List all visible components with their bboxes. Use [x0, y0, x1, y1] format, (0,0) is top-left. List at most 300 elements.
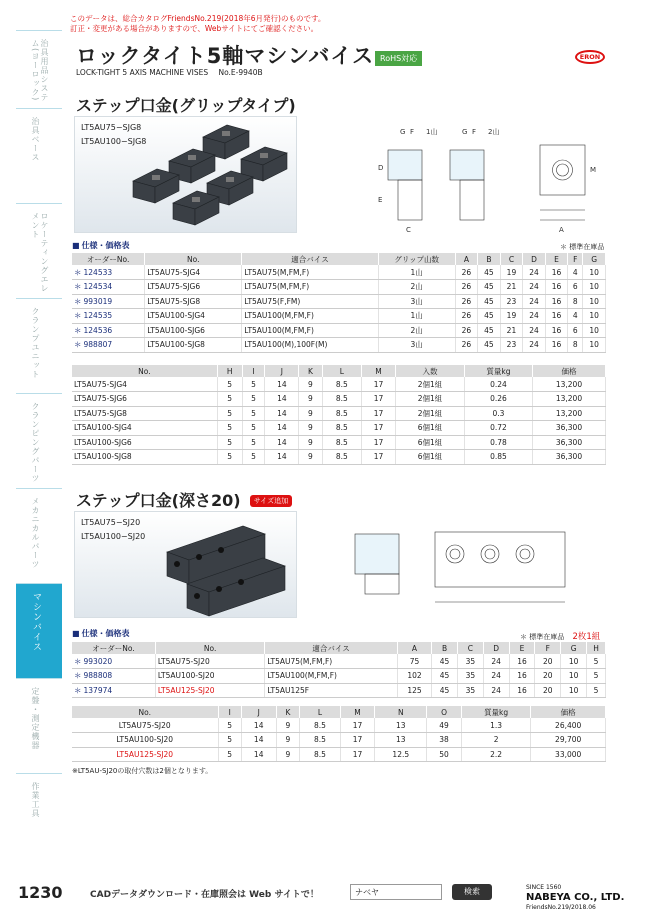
- order-number-cell: ＊ 988808: [72, 669, 155, 684]
- section2-model-1: LT5AU75−SJ20: [81, 518, 141, 527]
- table-cell: 49: [427, 718, 462, 733]
- table-cell: 26,400: [531, 718, 606, 733]
- table-cell: 26: [455, 309, 478, 324]
- sidebar-item-3[interactable]: [16, 298, 62, 393]
- table-cell: 9: [299, 377, 322, 392]
- table-cell: 1山: [378, 309, 455, 324]
- table-cell: LT5AU75-SJG8: [72, 406, 217, 421]
- size-added-badge: サイズ追加: [250, 495, 292, 507]
- table-row: [72, 450, 606, 465]
- column-header: K: [276, 706, 300, 718]
- page-subtitle: [76, 68, 263, 77]
- table-cell: LT5AU125F: [265, 683, 397, 698]
- table-row: [72, 392, 606, 407]
- column-header: O: [427, 706, 462, 718]
- column-header: E: [509, 642, 535, 654]
- table-cell: 45: [478, 280, 501, 295]
- column-header: B: [432, 642, 458, 654]
- table-cell: LT5AU100-SJG4: [145, 309, 242, 324]
- table-cell: 16: [545, 280, 568, 295]
- table-cell: LT5AU75-SJG6: [72, 392, 217, 407]
- table-cell: LT5AU100-SJG6: [72, 435, 217, 450]
- table-cell: 33,000: [531, 747, 606, 762]
- column-header: 質量kg: [465, 365, 533, 377]
- column-header: 価格: [531, 706, 606, 718]
- table-cell: 1山: [378, 265, 455, 280]
- rohs-badge: RoHS対応: [375, 51, 422, 66]
- table-cell: 35: [457, 654, 483, 669]
- table-cell: 45: [478, 294, 501, 309]
- column-header: N: [375, 706, 427, 718]
- table-cell: 13: [375, 718, 427, 733]
- table-row: [72, 747, 606, 762]
- table-cell: LT5AU100(M,FM,F): [242, 309, 378, 324]
- table-cell: 6個1組: [396, 421, 465, 436]
- table-cell: 5: [218, 747, 241, 762]
- table-cell: 16: [509, 669, 535, 684]
- table-cell: 9: [299, 421, 322, 436]
- table-row: [72, 280, 606, 295]
- table-cell: 14: [241, 718, 276, 733]
- table-cell: 13,200: [532, 406, 605, 421]
- dim-f-label: F: [410, 128, 415, 136]
- column-header: No.: [72, 365, 217, 377]
- category-sidebar: [16, 30, 62, 870]
- table-cell: 45: [478, 265, 501, 280]
- table-cell: LT5AU100(M),100F(M): [242, 338, 378, 353]
- stock-star-icon: ＊: [74, 282, 82, 292]
- table-cell: 16: [509, 654, 535, 669]
- sidebar-item-label: 治具用品システム(ヨーロック): [31, 39, 49, 102]
- sidebar-item-6[interactable]: [16, 583, 62, 678]
- table-cell: LT5AU75(M,FM,F): [242, 280, 378, 295]
- dim-m: M: [590, 166, 597, 174]
- table-cell: 36,300: [532, 435, 605, 450]
- table-cell: LT5AU75-SJ20: [72, 718, 218, 733]
- table-cell: 9: [276, 747, 300, 762]
- column-header: 入数: [396, 365, 465, 377]
- table-cell: 26: [455, 294, 478, 309]
- sidebar-item-4[interactable]: [16, 393, 62, 488]
- table-cell: LT5AU75-SJG4: [145, 265, 242, 280]
- table-cell: 24: [523, 309, 546, 324]
- table-cell: 2個1組: [396, 377, 465, 392]
- column-header: 価格: [532, 365, 605, 377]
- section2-model-2: LT5AU100−SJ20: [81, 532, 146, 541]
- column-header: No.: [155, 642, 264, 654]
- dim-a: A: [559, 226, 564, 234]
- table-cell: 9: [276, 718, 300, 733]
- table-cell: LT5AU75(F,FM): [242, 294, 378, 309]
- section1-dimension-drawing: [368, 120, 613, 235]
- dim-e: E: [378, 196, 383, 204]
- thread-1-label: 1山: [426, 128, 438, 136]
- table-cell: 24: [523, 294, 546, 309]
- order-number-cell: ＊ 124535: [72, 309, 145, 324]
- column-header: L: [300, 706, 340, 718]
- column-header: A: [397, 642, 431, 654]
- section1-model-1: LT5AU75−SJG8: [81, 123, 142, 132]
- table-cell: LT5AU100(M,FM,F): [265, 669, 397, 684]
- column-header: F: [535, 642, 561, 654]
- table-cell: 20: [535, 683, 561, 698]
- table-cell: 16: [545, 265, 568, 280]
- revision-notice: [70, 14, 325, 34]
- table-cell: 5: [218, 718, 241, 733]
- column-header: No.: [72, 706, 218, 718]
- column-header: F: [568, 253, 583, 265]
- stock-star-icon: ＊: [74, 671, 82, 681]
- table-cell: 10: [583, 323, 606, 338]
- sidebar-item-label: クランピングパーツ: [31, 402, 40, 483]
- column-header: L: [322, 365, 362, 377]
- column-header: H: [587, 642, 606, 654]
- section2-title: ステップ口金(深さ20): [76, 491, 241, 510]
- column-header: G: [583, 253, 606, 265]
- table-cell: 5: [587, 669, 606, 684]
- table-row: [72, 718, 606, 733]
- table-row: [72, 733, 606, 748]
- sidebar-item-8[interactable]: [16, 773, 62, 868]
- table-cell: 50: [427, 747, 462, 762]
- table-cell: 10: [583, 309, 606, 324]
- table-cell: 19: [500, 265, 523, 280]
- thread-2-label: 2山: [488, 128, 500, 136]
- table-cell: 45: [478, 309, 501, 324]
- table-cell: 24: [483, 683, 509, 698]
- table-cell: 5: [242, 421, 265, 436]
- sidebar-item-label: メカニカルパーツ: [31, 497, 40, 569]
- table-cell: 16: [545, 338, 568, 353]
- table-cell: 14: [265, 435, 299, 450]
- table-cell: 23: [500, 338, 523, 353]
- table-cell: LT5AU125-SJ20: [155, 683, 264, 698]
- sidebar-item-0[interactable]: [16, 30, 62, 108]
- table-cell: 8.5: [322, 421, 362, 436]
- table-row: [72, 421, 606, 436]
- table-cell: 6: [568, 323, 583, 338]
- table-cell: 0.85: [465, 450, 533, 465]
- section2-heading: [76, 488, 292, 511]
- table-cell: LT5AU100-SJ20: [155, 669, 264, 684]
- table-cell: 17: [362, 377, 396, 392]
- table-cell: 17: [340, 747, 375, 762]
- since-text: SINCE 1560: [526, 884, 562, 891]
- table-cell: 45: [432, 669, 458, 684]
- search-input[interactable]: ナベヤ: [350, 884, 442, 900]
- eron-logo: ERON: [575, 50, 605, 64]
- deep-jaw-illustration: [75, 512, 298, 619]
- column-header: C: [457, 642, 483, 654]
- table-cell: 12.5: [375, 747, 427, 762]
- table-cell: 26: [455, 323, 478, 338]
- stock-star-icon: ＊: [74, 340, 82, 350]
- table-cell: 14: [265, 450, 299, 465]
- table-cell: LT5AU100-SJG4: [72, 421, 217, 436]
- table-cell: 14: [265, 421, 299, 436]
- subtitle-english: LOCK-TIGHT 5 AXIS MACHINE VISES: [76, 68, 209, 77]
- table-cell: 17: [362, 406, 396, 421]
- table-cell: 45: [432, 683, 458, 698]
- sidebar-item-label: 作業工具: [31, 782, 40, 818]
- table-cell: 21: [500, 280, 523, 295]
- table-cell: 17: [340, 733, 375, 748]
- section1-stock-note: ＊ 標準在庫品: [560, 243, 605, 251]
- section1-spec-label: ■ 仕様・価格表: [72, 240, 130, 251]
- table-cell: 9: [276, 733, 300, 748]
- table-cell: 8.5: [300, 747, 340, 762]
- stock-star-icon: ＊: [74, 685, 82, 695]
- table-cell: 125: [397, 683, 431, 698]
- column-header: オーダーNo.: [72, 642, 155, 654]
- column-header: 質量kg: [461, 706, 530, 718]
- table-cell: 24: [523, 323, 546, 338]
- table-cell: 5: [587, 654, 606, 669]
- column-header: I: [242, 365, 265, 377]
- column-header: J: [265, 365, 299, 377]
- table-cell: 4: [568, 265, 583, 280]
- sidebar-item-2[interactable]: [16, 203, 62, 298]
- dim-c: C: [406, 226, 411, 234]
- table-row: [72, 323, 606, 338]
- table-cell: 13,200: [532, 377, 605, 392]
- table-cell: 16: [509, 683, 535, 698]
- table-cell: 4: [568, 309, 583, 324]
- dim-g-label-2: G: [462, 128, 468, 136]
- table-cell: LT5AU100-SJG8: [72, 450, 217, 465]
- sidebar-item-5[interactable]: [16, 488, 62, 583]
- table-cell: 8.5: [322, 450, 362, 465]
- stock-star-icon: ＊: [74, 311, 82, 321]
- table-cell: 17: [362, 392, 396, 407]
- table-cell: 10: [583, 338, 606, 353]
- table-cell: 14: [265, 406, 299, 421]
- page-number: 1230: [18, 883, 63, 902]
- table-cell: LT5AU75(M,FM,F): [265, 654, 397, 669]
- table-cell: 45: [432, 654, 458, 669]
- column-header: D: [523, 253, 546, 265]
- company-name: NABEYA CO., LTD.: [526, 892, 625, 903]
- table-cell: 26: [455, 265, 478, 280]
- stock-star-icon: ＊: [74, 325, 82, 335]
- search-button[interactable]: 検索: [452, 884, 492, 900]
- table-cell: 35: [457, 669, 483, 684]
- table-row: [72, 435, 606, 450]
- table-cell: 0.3: [465, 406, 533, 421]
- table-cell: 24: [523, 338, 546, 353]
- column-header: B: [478, 253, 501, 265]
- table-cell: LT5AU75-SJG4: [72, 377, 217, 392]
- column-header: H: [217, 365, 242, 377]
- column-header: A: [455, 253, 478, 265]
- stock-star-icon: ＊: [74, 656, 82, 666]
- order-number-cell: ＊ 988807: [72, 338, 145, 353]
- section1-product-photo: [74, 116, 297, 233]
- order-number-cell: ＊ 124533: [72, 265, 145, 280]
- friends-catalog-text: FriendsNo.219/2018.06: [526, 904, 596, 911]
- table-cell: 16: [545, 309, 568, 324]
- table-cell: 2個1組: [396, 392, 465, 407]
- table-cell: 10: [561, 654, 587, 669]
- table-cell: 0.26: [465, 392, 533, 407]
- table-cell: 5: [218, 733, 241, 748]
- table-cell: 8.5: [322, 392, 362, 407]
- table-cell: 0.24: [465, 377, 533, 392]
- stock-star-icon: ＊: [74, 267, 82, 277]
- table-cell: 5: [217, 392, 242, 407]
- table-cell: LT5AU75(M,FM,F): [242, 265, 378, 280]
- table-cell: 5: [217, 406, 242, 421]
- table-cell: 9: [299, 450, 322, 465]
- table-row: [72, 377, 606, 392]
- table-cell: 2: [461, 733, 530, 748]
- column-header: K: [299, 365, 322, 377]
- table-cell: 8.5: [322, 406, 362, 421]
- table-cell: 17: [362, 421, 396, 436]
- dim-f-label-2: F: [472, 128, 477, 136]
- table-cell: LT5AU100-SJG8: [145, 338, 242, 353]
- table-cell: 20: [535, 669, 561, 684]
- table-cell: 14: [265, 392, 299, 407]
- section1-model-2: LT5AU100−SJG8: [81, 137, 147, 146]
- table-cell: 13,200: [532, 392, 605, 407]
- table-cell: 102: [397, 669, 431, 684]
- table-cell: 8: [568, 338, 583, 353]
- section1-spec-table: [72, 253, 606, 353]
- table-cell: LT5AU75-SJ20: [155, 654, 264, 669]
- table-row: [72, 338, 606, 353]
- table-cell: 8.5: [300, 718, 340, 733]
- table-cell: 8: [568, 294, 583, 309]
- column-header: 適合バイス: [265, 642, 397, 654]
- table-row: [72, 309, 606, 324]
- table-cell: 2山: [378, 323, 455, 338]
- table-cell: 5: [242, 406, 265, 421]
- table-cell: 21: [500, 323, 523, 338]
- column-header: 適合バイス: [242, 253, 378, 265]
- table-cell: 20: [535, 654, 561, 669]
- table-cell: LT5AU100-SJG6: [145, 323, 242, 338]
- table-row: [72, 654, 606, 669]
- table-cell: 5: [217, 377, 242, 392]
- table-cell: 14: [241, 733, 276, 748]
- column-header: No.: [145, 253, 242, 265]
- sidebar-item-7[interactable]: [16, 678, 62, 773]
- section2-stock-note-wrap: [520, 630, 600, 642]
- table-row: [72, 683, 606, 698]
- column-header: M: [340, 706, 375, 718]
- cad-download-text: CADデータダウンロード・在庫照会は Web サイトで！: [90, 890, 319, 900]
- table-cell: 6個1組: [396, 450, 465, 465]
- table-cell: 2.2: [461, 747, 530, 762]
- table-cell: 2個1組: [396, 406, 465, 421]
- table-cell: 5: [217, 435, 242, 450]
- table-cell: 8.5: [300, 733, 340, 748]
- set-note: 2枚1組: [572, 632, 601, 642]
- section2-stock-note: ＊ 標準在庫品: [520, 633, 565, 641]
- sidebar-item-label: 治具ベース: [31, 117, 40, 162]
- table-cell: 17: [340, 718, 375, 733]
- table-cell: 24: [483, 654, 509, 669]
- table-cell: 24: [523, 265, 546, 280]
- table-cell: 3山: [378, 338, 455, 353]
- table-cell: 17: [362, 450, 396, 465]
- table-row: [72, 406, 606, 421]
- table-row: [72, 265, 606, 280]
- order-number-cell: ＊ 993019: [72, 294, 145, 309]
- table-cell: LT5AU75-SJG6: [145, 280, 242, 295]
- table-cell: 14: [265, 377, 299, 392]
- table-cell: 75: [397, 654, 431, 669]
- sidebar-item-label: マシンバイス: [31, 592, 41, 652]
- table-cell: LT5AU100(M,FM,F): [242, 323, 378, 338]
- table-cell: 24: [523, 280, 546, 295]
- column-header: C: [500, 253, 523, 265]
- table-cell: 14: [241, 747, 276, 762]
- order-number-cell: ＊ 124534: [72, 280, 145, 295]
- table-cell: 5: [242, 392, 265, 407]
- table-cell: 19: [500, 309, 523, 324]
- table-cell: 2山: [378, 280, 455, 295]
- order-number-cell: ＊ 993020: [72, 654, 155, 669]
- dim-d: D: [378, 164, 384, 172]
- table-cell: 10: [561, 683, 587, 698]
- table-cell: 26: [455, 338, 478, 353]
- table-cell: 9: [299, 435, 322, 450]
- table-cell: 0.72: [465, 421, 533, 436]
- order-number-cell: ＊ 124536: [72, 323, 145, 338]
- table-cell: 45: [478, 338, 501, 353]
- order-number-cell: ＊ 137974: [72, 683, 155, 698]
- table-cell: 17: [362, 435, 396, 450]
- table-cell: 1.3: [461, 718, 530, 733]
- sidebar-item-label: ロケーティングエレメント: [31, 212, 49, 293]
- table-cell: 26: [455, 280, 478, 295]
- table-cell: 5: [242, 435, 265, 450]
- column-header: I: [218, 706, 241, 718]
- table-cell: 8.5: [322, 435, 362, 450]
- column-header: E: [545, 253, 568, 265]
- section2-dimension-drawing: [325, 512, 610, 617]
- table-cell: 45: [478, 323, 501, 338]
- jaw-blocks-illustration: [75, 117, 298, 234]
- section2-product-photo: [74, 511, 297, 618]
- table-row: [72, 669, 606, 684]
- table-cell: 29,700: [531, 733, 606, 748]
- table-cell: 10: [583, 280, 606, 295]
- table-cell: LT5AU100-SJ20: [72, 733, 218, 748]
- sidebar-item-1[interactable]: [16, 108, 62, 203]
- column-header: G: [561, 642, 587, 654]
- dim-g-label: G: [400, 128, 406, 136]
- nabeya-logo: [526, 883, 624, 913]
- table-cell: 10: [583, 265, 606, 280]
- table-cell: 10: [561, 669, 587, 684]
- table-cell: 6: [568, 280, 583, 295]
- table-cell: 0.78: [465, 435, 533, 450]
- table-cell: 6個1組: [396, 435, 465, 450]
- section1-title: ステップ口金(グリップタイプ): [76, 96, 296, 115]
- sidebar-item-label: 定盤・測定機器: [31, 687, 40, 750]
- table-cell: 5: [242, 450, 265, 465]
- table-row: [72, 294, 606, 309]
- stock-star-icon: ＊: [74, 296, 82, 306]
- table-cell: 24: [483, 669, 509, 684]
- column-header: D: [483, 642, 509, 654]
- section2-spec-label: ■ 仕様・価格表: [72, 628, 130, 639]
- table-cell: 9: [299, 406, 322, 421]
- table-cell: 3山: [378, 294, 455, 309]
